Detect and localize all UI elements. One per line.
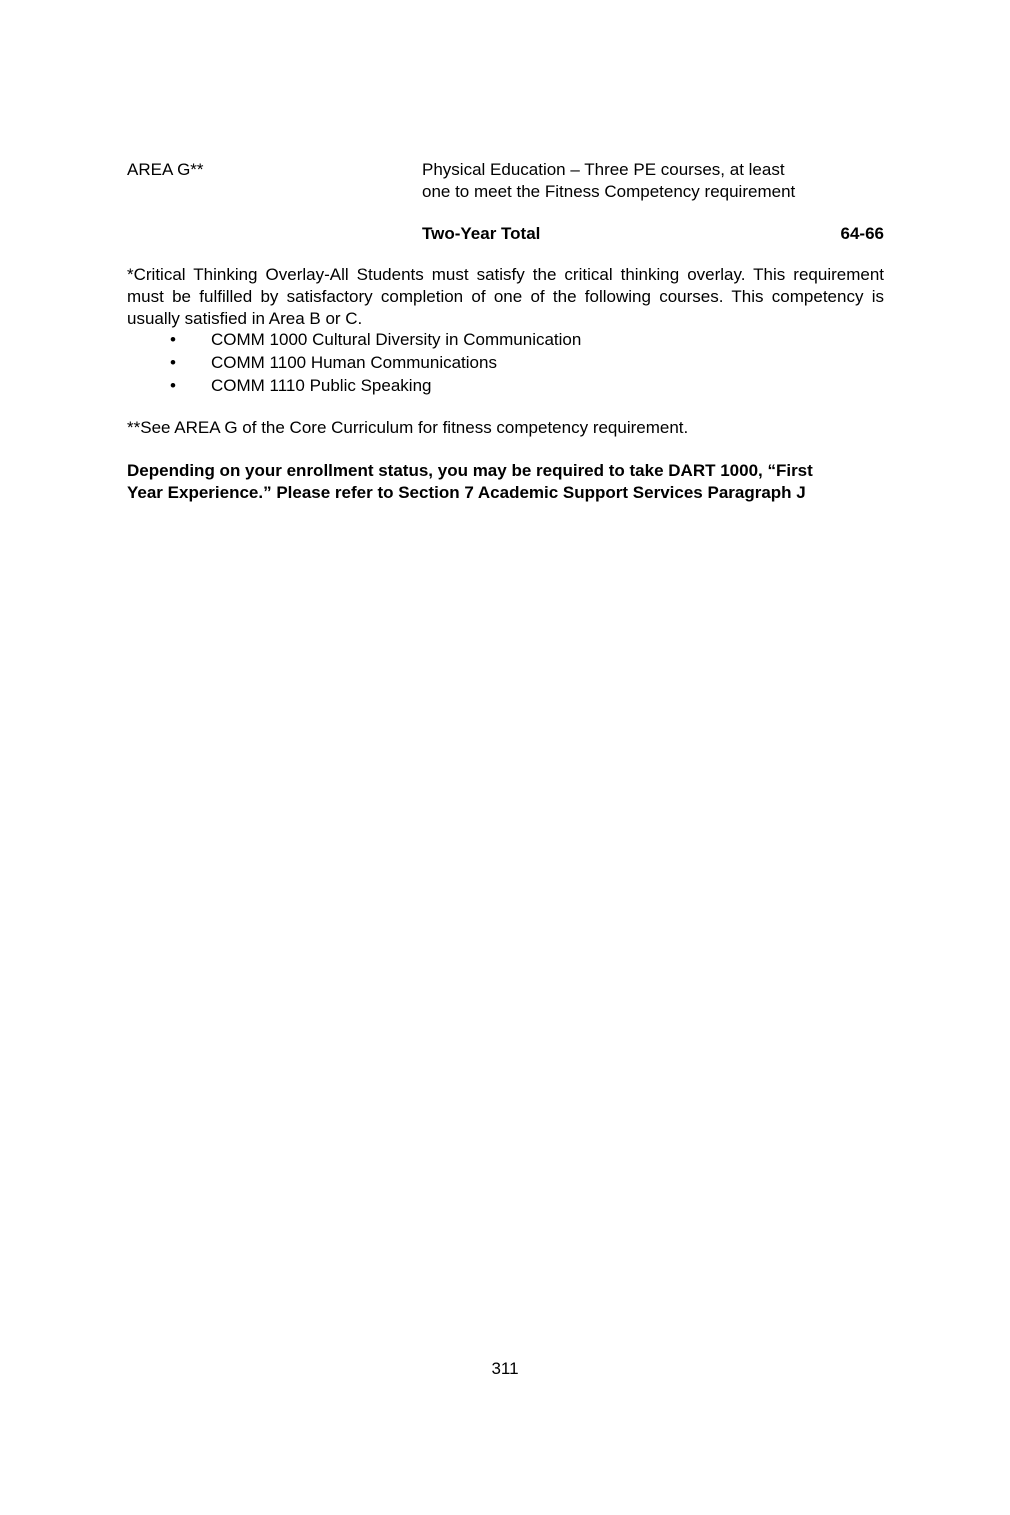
course-list: [127, 329, 884, 398]
list-item: [127, 329, 884, 352]
page-number: 311: [491, 1359, 519, 1378]
two-year-total-value: 64-66: [840, 224, 884, 243]
area-g-row: [127, 159, 885, 203]
enrollment-note-line-1: Depending on your enrollment status, you may be required to take DART 1000, “First: [127, 461, 813, 480]
two-year-total-label: Two-Year Total: [422, 224, 541, 243]
course-item-text: COMM 1110 Public Speaking: [211, 376, 432, 395]
course-item-text: COMM 1000 Cultural Diversity in Communication: [211, 330, 582, 349]
bullet-icon: •: [170, 353, 176, 372]
area-g-description: [422, 159, 862, 203]
critical-thinking-paragraph: *Critical Thinking Overlay-All Students must satisfy the critical thinking overlay. This requirement must be fulfilled by satisfactory completion of one of the following courses. This competency is usually satisfied in Area B or C.: [127, 265, 884, 328]
course-item-text: COMM 1100 Human Communications: [211, 353, 497, 372]
list-item: [127, 375, 884, 398]
area-g-description-line-2: one to meet the Fitness Competency requirement: [422, 182, 796, 201]
list-item: [127, 352, 884, 375]
bullet-icon: •: [170, 376, 176, 395]
fitness-competency-note: **See AREA G of the Core Curriculum for fitness competency requirement.: [127, 418, 689, 437]
enrollment-status-note: [127, 460, 884, 504]
bullet-icon: •: [170, 330, 176, 349]
area-g-description-line-1: Physical Education – Three PE courses, at least: [422, 160, 785, 179]
enrollment-note-line-2: Year Experience.” Please refer to Section 7 Academic Support Services Paragraph J: [127, 483, 806, 502]
area-g-label: AREA G**: [127, 160, 204, 179]
